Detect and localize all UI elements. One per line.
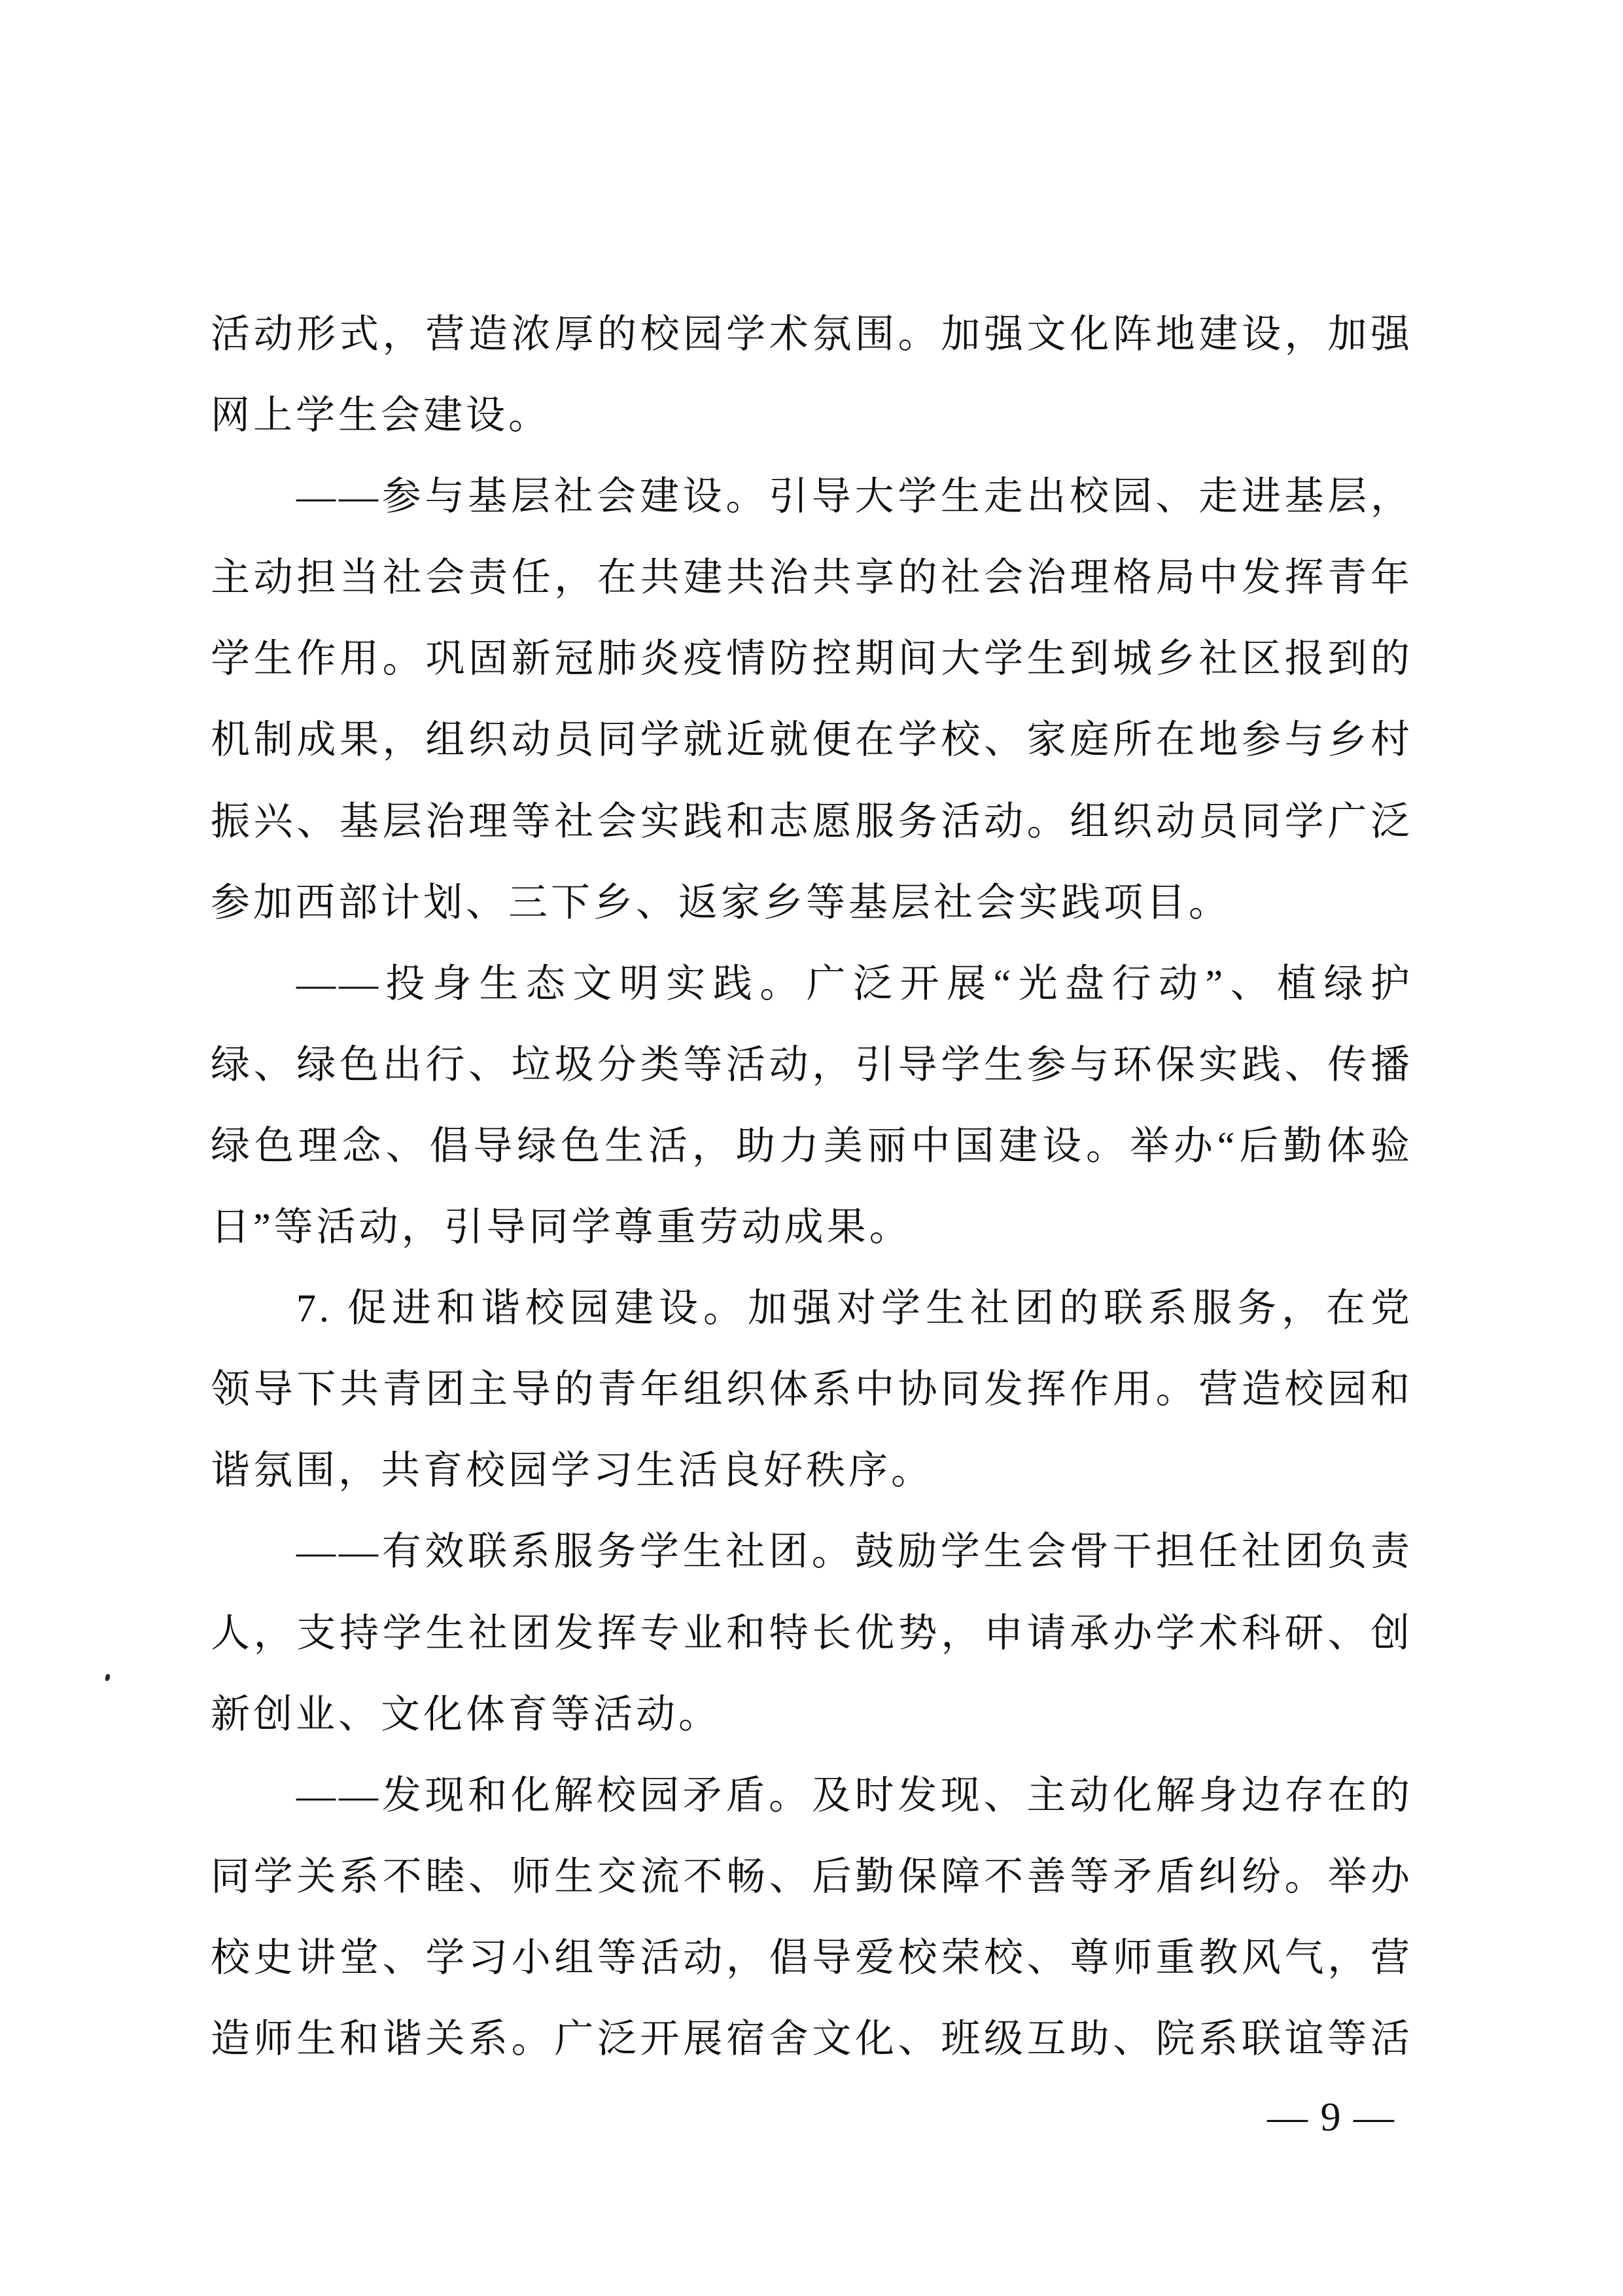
text-line: 7. 促进和谐校园建设。加强对学生社团的联系服务，在党 [296, 1287, 1413, 1331]
text-line: 参加西部计划、三下乡、返家乡等基层社会实践项目。 [211, 880, 1231, 924]
scan-speck [104, 1673, 111, 1682]
text-line: 活动形式，营造浓厚的校园学术氛围。加强文化阵地建设，加强 [211, 313, 1413, 356]
text-line: 人，支持学生社团发挥专业和特长优势，申请承办学术科研、创 [211, 1611, 1413, 1655]
text-line: 绿、绿色出行、垃圾分类等活动，引导学生参与环保实践、传播 [211, 1043, 1413, 1087]
text-line: 同学关系不睦、师生交流不畅、后勤保障不善等矛盾纠纷。举办 [211, 1854, 1413, 1898]
text-line: 振兴、基层治理等社会实践和志愿服务活动。组织动员同学广泛 [211, 799, 1413, 843]
text-line: 新创业、文化体育等活动。 [211, 1692, 721, 1736]
text-line: 造师生和谐关系。广泛开展宿舍文化、班级互助、院系联谊等活 [211, 2017, 1413, 2061]
text-line: 机制成果，组织动员同学就近就便在学校、家庭所在地参与乡村 [211, 718, 1413, 762]
text-line: ——有效联系服务学生社团。鼓励学生会骨干担任社团负责 [296, 1530, 1413, 1574]
text-line: 领导下共青团主导的青年组织体系中协同发挥作用。营造校园和 [211, 1368, 1413, 1412]
text-line: 谐氛围，共育校园学习生活良好秩序。 [211, 1449, 934, 1493]
body-text [211, 294, 1413, 2079]
text-line: 学生作用。巩固新冠肺炎疫情防控期间大学生到城乡社区报到的 [211, 637, 1413, 681]
text-line: 校史讲堂、学习小组等活动，倡导爱校荣校、尊师重教风气，营 [211, 1936, 1413, 1979]
text-line: 绿色理念、倡导绿色生活，助力美丽中国建设。举办“后勤体验 [211, 1124, 1413, 1168]
text-line: 网上学生会建设。 [211, 394, 551, 438]
text-line: 日”等活动，引导同学尊重劳动成果。 [211, 1206, 912, 1249]
page-number: — 9 — [1267, 2095, 1395, 2140]
text-line: 主动担当社会责任，在共建共治共享的社会治理格局中发挥青年 [211, 556, 1413, 600]
text-line: ——参与基层社会建设。引导大学生走出校园、走进基层， [296, 475, 1413, 519]
text-line: ——投身生态文明实践。广泛开展“光盘行动”、植绿护 [296, 962, 1413, 1005]
text-line: ——发现和化解校园矛盾。及时发现、主动化解身边存在的 [296, 1773, 1413, 1817]
